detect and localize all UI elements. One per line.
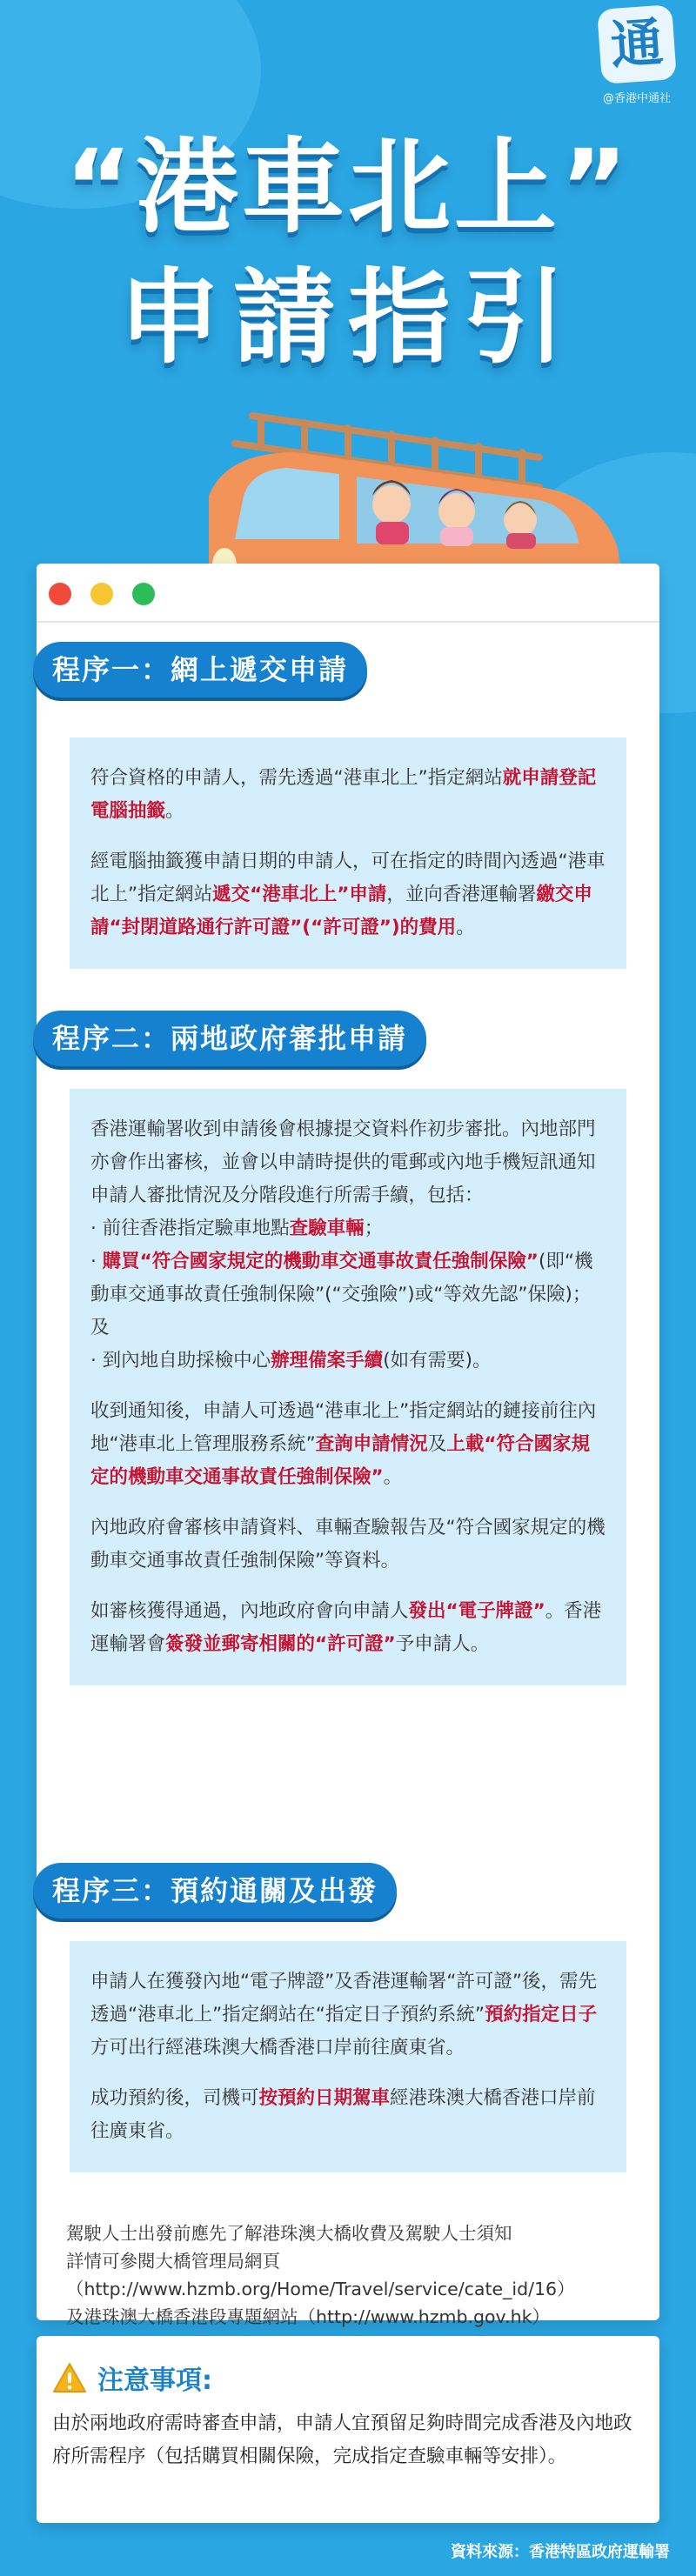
body-text: ； · <box>90 1218 384 1272</box>
step-paragraph <box>90 1595 606 1661</box>
logo-text: @香港中通社 <box>602 92 671 105</box>
highlight-text: 按預約日期駕車 <box>258 2087 391 2109</box>
body-text: 經電腦抽籤獲申請日期的申請人，可在指定的時間內透過“港車北上”指定網站 <box>90 851 606 905</box>
highlight-text: 簽發並郵寄相關的“許可證” <box>165 1633 396 1655</box>
window-minimize-dot <box>90 583 113 605</box>
body-text: (即“機動車交通事故責任強制保險”(“交強險”)或“等效先認”保險)；及 · 到內地自助採檢中心 <box>90 1251 593 1371</box>
body-text: 及 <box>427 1433 447 1455</box>
body-text: 。 <box>456 917 475 938</box>
logo-mark: 通 <box>597 4 677 84</box>
step-paragraph <box>90 1395 606 1494</box>
warning-icon <box>52 2362 87 2393</box>
body-text: 符合資格的申請人，需先透過“港車北上”指定網站 <box>90 767 503 789</box>
body-text: (如有需要)。 <box>383 1350 492 1371</box>
body-text: 。香港運輸署會 <box>90 1600 602 1655</box>
notice-title: 注意事項: <box>97 2366 212 2396</box>
notice-panel <box>37 2336 659 2523</box>
step-3-header: 程序三：預約通關及出發 <box>33 1863 397 1919</box>
step-1-header: 程序一：網上遞交申請 <box>33 642 367 697</box>
step-1-box <box>70 737 626 969</box>
step-paragraph <box>90 762 606 828</box>
highlight-text: 預約指定日子 <box>485 2004 598 2025</box>
body-text: 方可出行經港珠澳大橋香港口岸前往廣東省。 <box>90 2037 465 2059</box>
body-text: 收到通知後，申請人可透過“港車北上”指定網站的鏈接前往內地“港車北上管理服務系統” <box>90 1400 597 1455</box>
highlight-text: 查詢申請情況 <box>315 1433 428 1455</box>
highlight-text: 查驗車輛 <box>289 1218 365 1239</box>
body-text: 香港運輸署收到申請後會根據提交資料作初步審批。內地部門亦會作出審核，並會以申請時提供的電郵或內地手機短訊通知申請人審批情況及分階段進行所需手續，包括： · 前往香港指定驗車地點 <box>90 1118 596 1239</box>
publisher-logo <box>597 7 677 110</box>
page-title-line-1: “港車北上” <box>64 127 632 247</box>
highlight-text: 就申請登記電腦抽籤 <box>90 767 597 822</box>
body-text: 。 <box>165 800 184 822</box>
step-paragraph <box>90 1512 606 1578</box>
highlight-text: 辦理備案手續 <box>271 1350 384 1371</box>
body-text: 。 <box>383 1466 403 1488</box>
reference-note: 駕駛人士出發前應先了解港珠澳大橋收費及駕駛人士須知 詳情可參閱大橋管理局網頁 （http://www.hzmb.org/Home/Travel/service/cate_id/16） 及港珠澳大橋香港段專題網站（http://www.hzmb.gov.hk） <box>66 2223 575 2327</box>
step-paragraph <box>90 1965 606 2065</box>
body-text: 申請人在獲發內地“電子牌證”及香港運輸署“許可證”後，需先透過“港車北上”指定網站在“指定日子預約系統” <box>90 1971 598 2025</box>
source-credit: 資料來源：香港特區政府運輸署 <box>451 2543 670 2561</box>
step-paragraph <box>90 845 606 944</box>
step-2-box <box>70 1089 626 1685</box>
highlight-text: 發出“電子牌證” <box>408 1600 545 1622</box>
body-text: 予申請人。 <box>395 1633 490 1655</box>
highlight-text: 上載“符合國家規定的機動車交通事故責任強制保險” <box>90 1433 590 1488</box>
body-text: ，並向香港運輸署 <box>386 884 537 905</box>
window-titlebar <box>37 564 659 623</box>
step-2-header: 程序二：兩地政府審批申請 <box>33 1011 426 1066</box>
step-paragraph <box>90 2082 606 2148</box>
notice-body: 由於兩地政府需時審查申請，申請人宜預留足夠時間完成香港及內地政府所需程序（包括購買相關保險，完成指定查驗車輛等安排）。 <box>52 2412 632 2467</box>
window-close-dot <box>49 583 71 605</box>
window-maximize-dot <box>132 583 155 605</box>
highlight-text: 遞交“港車北上”申請 <box>212 884 387 905</box>
body-text: 成功預約後，司機可 <box>90 2087 259 2109</box>
highlight-text: 繳交申請“封閉道路通行許可證”(“許可證”)的費用 <box>90 884 592 938</box>
highlight-text: 購買“符合國家規定的機動車交通事故責任強制保險” <box>102 1251 539 1272</box>
step-paragraph <box>90 1113 606 1378</box>
page-title-line-2: 申請指引 <box>117 257 578 377</box>
body-text: 如審核獲得通過，內地政府會向申請人 <box>90 1600 409 1622</box>
body-text: 經港珠澳大橋香港口岸前往廣東省。 <box>90 2087 596 2142</box>
step-3-box <box>70 1941 626 2172</box>
body-text: 內地政府會審核申請資料、車輛查驗報告及“符合國家規定的機動車交通事故責任強制保險”等資料。 <box>90 1517 606 1572</box>
